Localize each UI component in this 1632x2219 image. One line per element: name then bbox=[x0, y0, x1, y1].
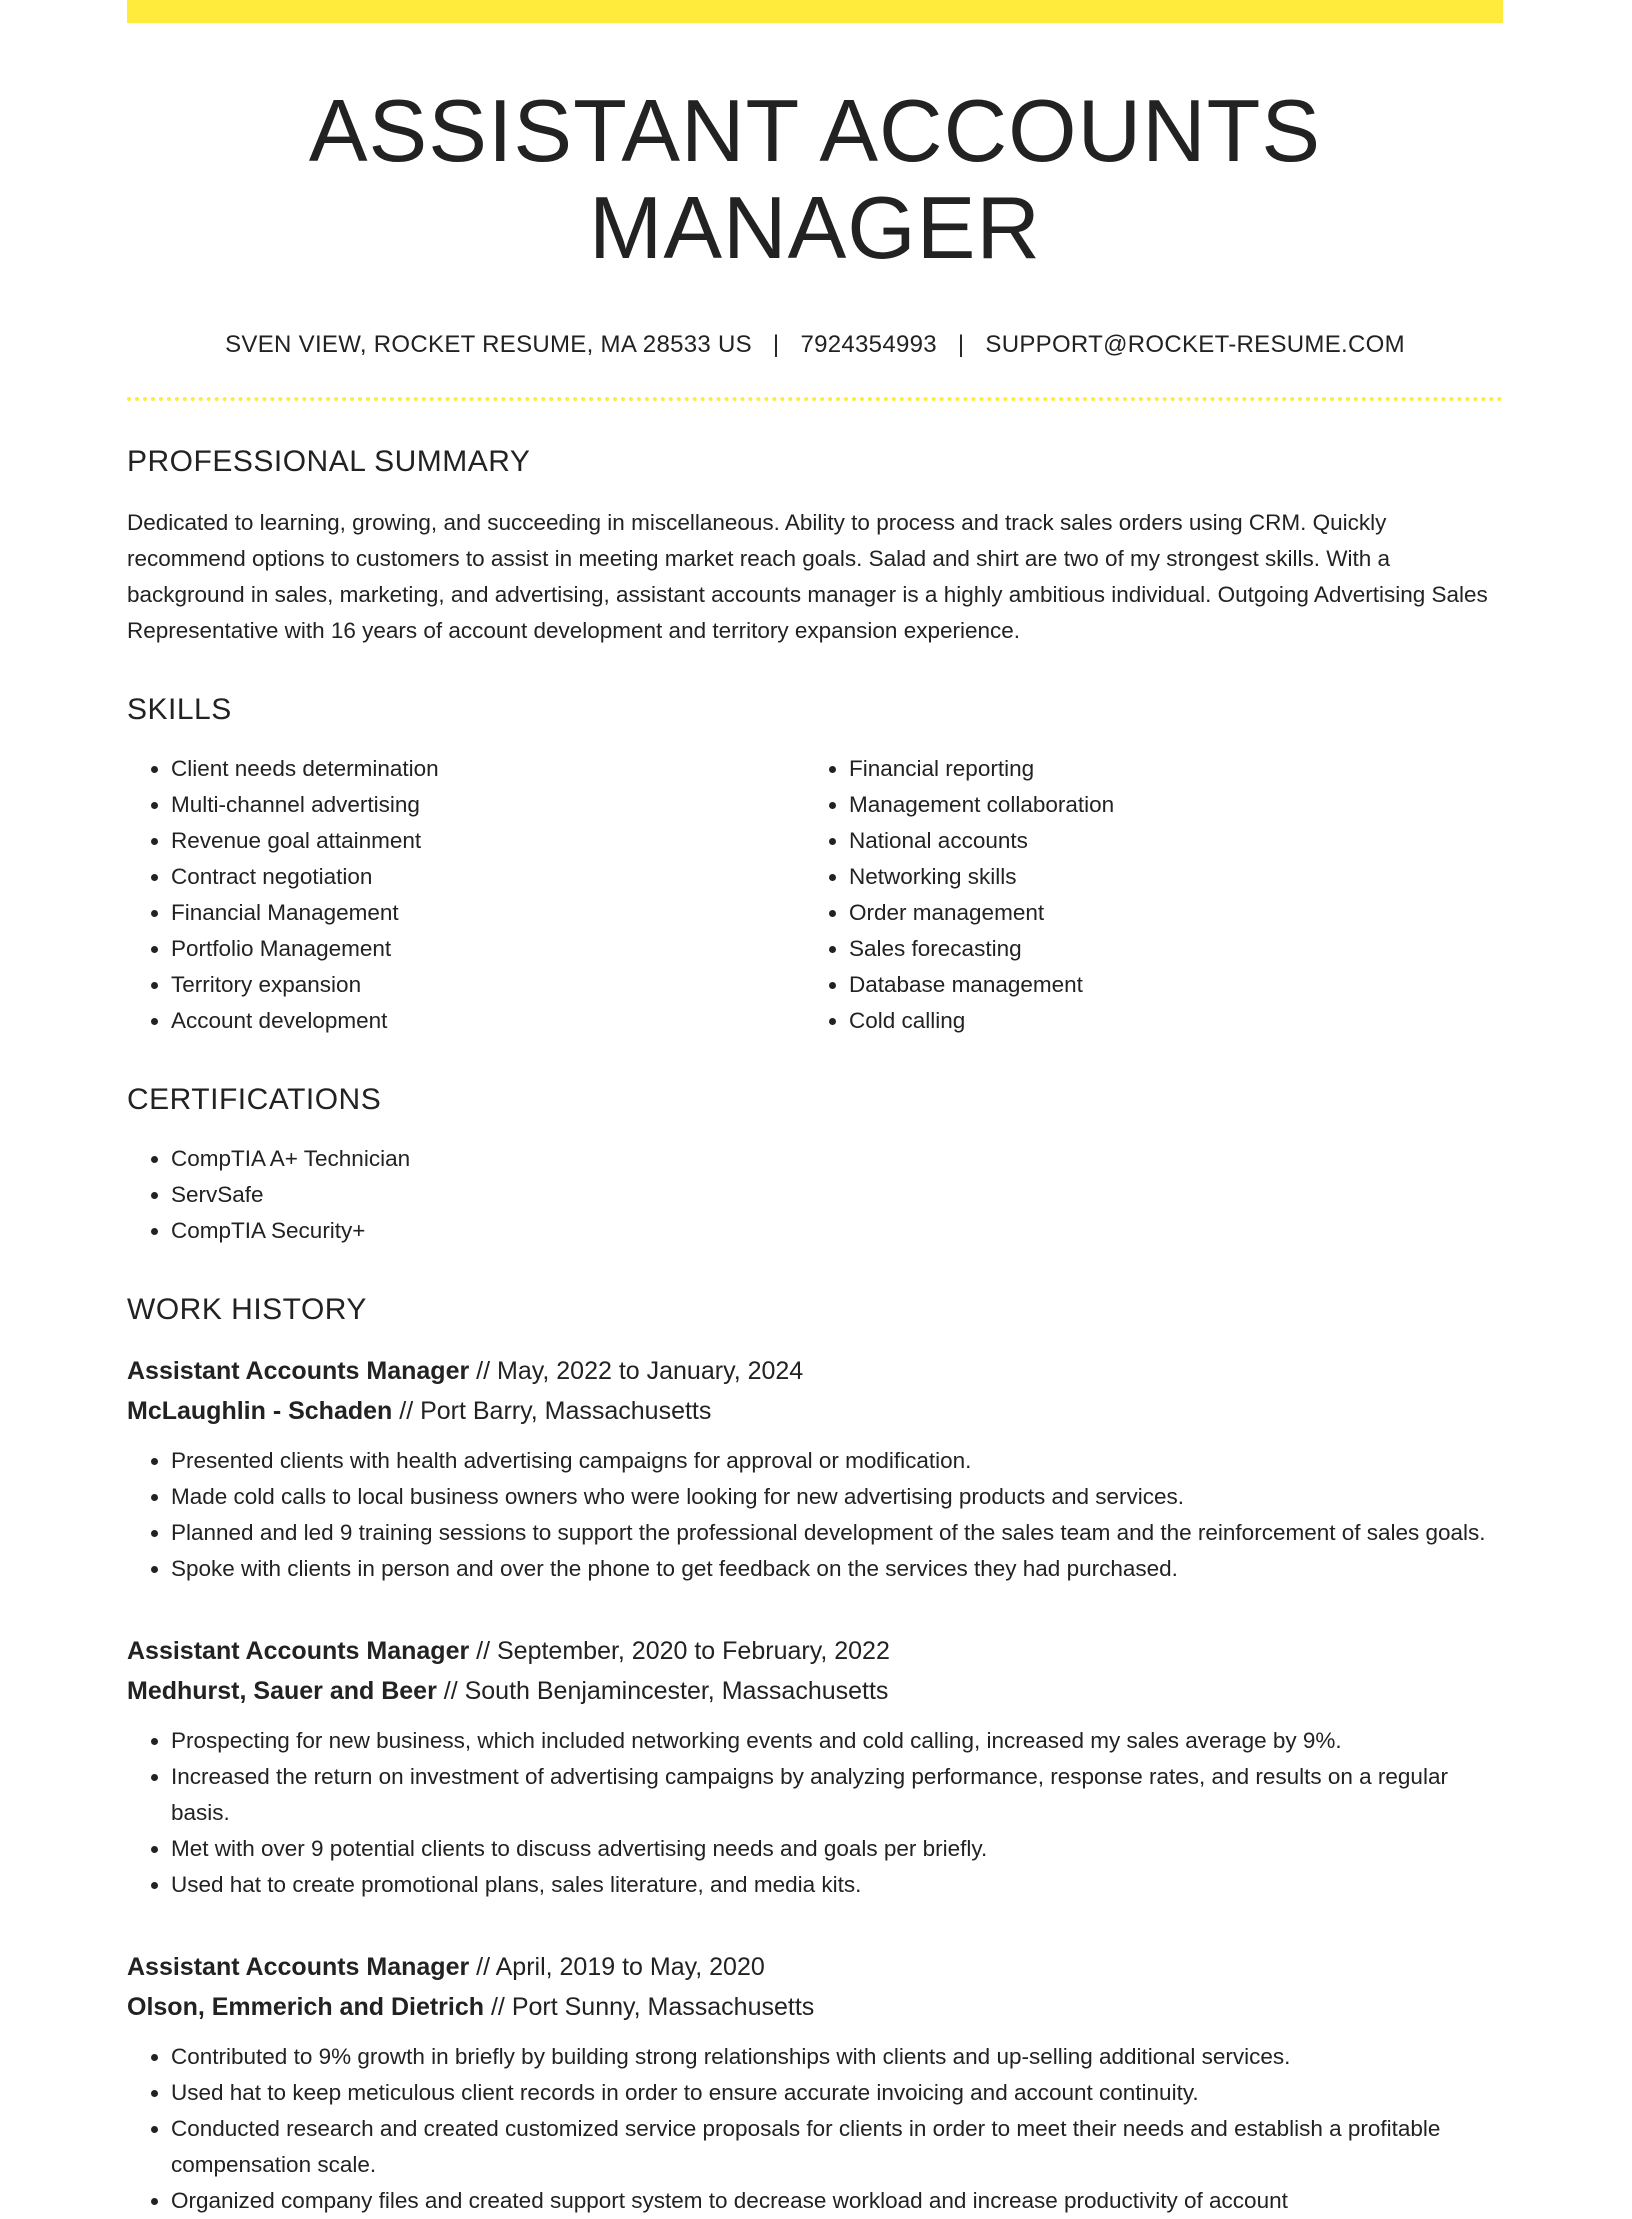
resume-page bbox=[127, 0, 1503, 2219]
job-title-line bbox=[127, 1947, 1503, 1987]
certifications-list bbox=[127, 1141, 1503, 1249]
skills-heading: SKILLS bbox=[127, 692, 232, 726]
job-bullet: • Increased the return on investment of advertising campaigns by analyzing performance, response rates, and results on a regular basis. bbox=[171, 1759, 1503, 1831]
job-bullet: • Planned and led 9 training sessions to support the professional development of the sales team and the reinforcement of sales goals. bbox=[171, 1515, 1503, 1551]
contact-separator: | bbox=[772, 330, 780, 358]
skill-item: • Sales forecasting bbox=[849, 931, 1483, 967]
job-company-line bbox=[127, 1391, 1503, 1431]
summary-text: Dedicated to learning, growing, and succeeding in miscellaneous. Ability to process and track sales orders using CRM. Quickly recommend options to customers to assist in meeting market reach goals. Salad and shirt are two of my strongest skills. With a background in sales, marketing, and advertising, assistant accounts manager is a highly ambitious individual. Outgoing Advertising Sales Representative with 16 years of account development and territory expansion experience. bbox=[127, 509, 1488, 643]
job-dates: // May, 2022 to January, 2024 bbox=[469, 1356, 804, 1385]
job-bullet: • Spoke with clients in person and over the phone to get feedback on the services they had purchased. bbox=[171, 1551, 1503, 1587]
job-bullet: • Presented clients with health advertising campaigns for approval or modification. bbox=[171, 1443, 1503, 1479]
skill-item: • Revenue goal attainment bbox=[171, 823, 805, 859]
skill-item: • Multi-channel advertising bbox=[171, 787, 805, 823]
skill-item: • Cold calling bbox=[849, 1003, 1483, 1039]
job-company-line bbox=[127, 1987, 1503, 2027]
contact-separator: | bbox=[957, 330, 965, 358]
certification-item: • CompTIA Security+ bbox=[171, 1213, 1503, 1249]
job-bullet: • Used hat to keep meticulous client records in order to ensure accurate invoicing and account continuity. bbox=[171, 2075, 1503, 2111]
job-dates: // September, 2020 to February, 2022 bbox=[469, 1636, 890, 1665]
skill-item: • Portfolio Management bbox=[171, 931, 805, 967]
skill-item: • National accounts bbox=[849, 823, 1483, 859]
job-company: Medhurst, Sauer and Beer bbox=[127, 1676, 437, 1705]
skill-item: • Database management bbox=[849, 967, 1483, 1003]
job-bullets bbox=[127, 1723, 1503, 1903]
job-bullets bbox=[127, 2039, 1503, 2219]
work-history-heading: WORK HISTORY bbox=[127, 1292, 367, 1326]
job-dates: // April, 2019 to May, 2020 bbox=[469, 1952, 765, 1981]
certification-item: • ServSafe bbox=[171, 1177, 1503, 1213]
contact-line bbox=[127, 331, 1503, 359]
job-bullet: • Used hat to create promotional plans, sales literature, and media kits. bbox=[171, 1867, 1503, 1903]
skills-list-left bbox=[127, 751, 805, 1039]
job-entry bbox=[127, 1947, 1503, 2219]
contact-address: SVEN VIEW, ROCKET RESUME, MA 28533 US bbox=[225, 330, 752, 358]
skills-list-right bbox=[805, 751, 1483, 1039]
skill-item: • Contract negotiation bbox=[171, 859, 805, 895]
job-bullet: • Prospecting for new business, which included networking events and cold calling, increased my sales average by 9%. bbox=[171, 1723, 1503, 1759]
job-entry bbox=[127, 1631, 1503, 1903]
job-title-line bbox=[127, 1351, 1503, 1391]
accent-top-bar bbox=[127, 0, 1503, 23]
contact-phone: 7924354993 bbox=[800, 330, 937, 358]
job-location: // Port Barry, Massachusetts bbox=[392, 1396, 712, 1425]
job-company: McLaughlin - Schaden bbox=[127, 1396, 393, 1425]
skill-item: • Financial Management bbox=[171, 895, 805, 931]
skill-item: • Networking skills bbox=[849, 859, 1483, 895]
job-title: Assistant Accounts Manager bbox=[127, 1952, 470, 1981]
skill-item: • Client needs determination bbox=[171, 751, 805, 787]
job-bullets bbox=[127, 1443, 1503, 1587]
job-bullet: • Conducted research and created customized service proposals for clients in order to meet their needs and establish a profitable compensation scale. bbox=[171, 2111, 1503, 2183]
summary-heading: PROFESSIONAL SUMMARY bbox=[127, 444, 531, 478]
job-bullet: • Made cold calls to local business owners who were looking for new advertising products and services. bbox=[171, 1479, 1503, 1515]
skill-item: • Territory expansion bbox=[171, 967, 805, 1003]
skills-columns bbox=[127, 751, 1503, 1039]
skill-item: • Financial reporting bbox=[849, 751, 1483, 787]
skill-item: • Order management bbox=[849, 895, 1483, 931]
job-entry bbox=[127, 1351, 1503, 1587]
job-title: Assistant Accounts Manager bbox=[127, 1356, 470, 1385]
certification-item: • CompTIA A+ Technician bbox=[171, 1141, 1503, 1177]
job-bullet: • Contributed to 9% growth in briefly by building strong relationships with clients and up-selling additional services. bbox=[171, 2039, 1503, 2075]
certifications-heading: CERTIFICATIONS bbox=[127, 1082, 382, 1116]
job-title: Assistant Accounts Manager bbox=[127, 1636, 470, 1665]
resume-title: ASSISTANT ACCOUNTS MANAGER bbox=[308, 81, 1322, 277]
skill-item: • Management collaboration bbox=[849, 787, 1483, 823]
contact-email: SUPPORT@ROCKET-RESUME.COM bbox=[985, 330, 1405, 358]
job-bullet: • Met with over 9 potential clients to discuss advertising needs and goals per briefly. bbox=[171, 1831, 1503, 1867]
job-company-line bbox=[127, 1671, 1503, 1711]
dotted-divider bbox=[127, 397, 1503, 401]
job-location: // Port Sunny, Massachusetts bbox=[484, 1992, 815, 2021]
job-bullet: • Organized company files and created support system to decrease workload and increase productivity of account bbox=[171, 2183, 1503, 2219]
job-title-line bbox=[127, 1631, 1503, 1671]
job-location: // South Benjamincester, Massachusetts bbox=[436, 1676, 889, 1705]
skill-item: • Account development bbox=[171, 1003, 805, 1039]
job-company: Olson, Emmerich and Dietrich bbox=[127, 1992, 485, 2021]
